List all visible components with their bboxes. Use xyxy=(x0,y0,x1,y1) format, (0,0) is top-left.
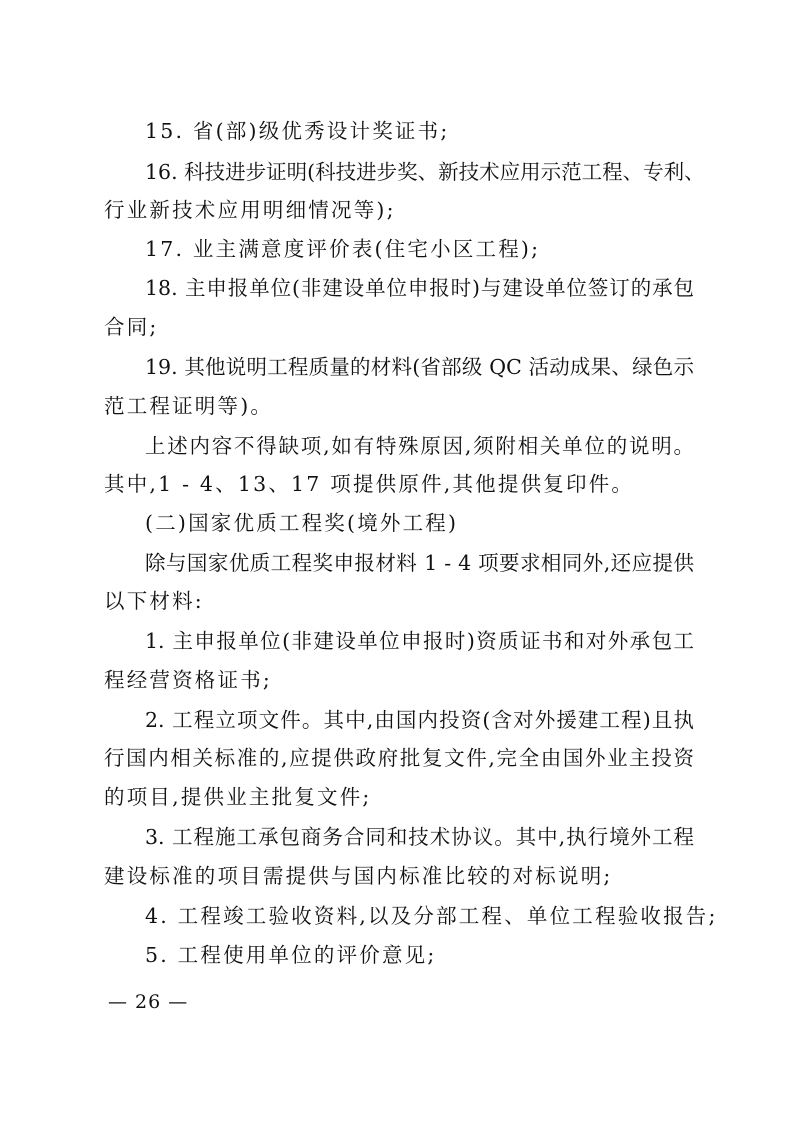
item-17: 17. 业主满意度评价表(住宅小区工程); xyxy=(145,237,541,261)
sub-item-3-line-2: 建设标准的项目需提供与国内标准比较的对标说明; xyxy=(104,864,613,888)
page-number: — 26 — xyxy=(108,991,189,1013)
sub-item-4: 4. 工程竣工验收资料,以及分部工程、单位工程验收报告; xyxy=(145,904,718,928)
item-18-line-1: 18. 主申报单位(非建设单位申报时)与建设单位签订的承包 xyxy=(145,276,694,300)
item-18-line-2: 合同; xyxy=(104,315,159,339)
section-intro-line-1: 除与国家优质工程奖申报材料 1 - 4 项要求相同外,还应提供 xyxy=(145,551,694,575)
item-16-line-1: 16. 科技进步证明(科技进步奖、新技术应用示范工程、专利、 xyxy=(145,160,705,184)
sub-item-2-line-2: 行国内相关标准的,应提供政府批复文件,完全由国外业主投资 xyxy=(104,746,694,770)
sub-item-1-line-2: 程经营资格证书; xyxy=(104,668,273,692)
note-line-1: 上述内容不得缺项,如有特殊原因,须附相关单位的说明。 xyxy=(145,434,694,458)
section-intro-line-2: 以下材料: xyxy=(104,589,204,613)
sub-item-5: 5. 工程使用单位的评价意见; xyxy=(145,943,437,967)
sub-item-2-line-1: 2. 工程立项文件。其中,由国内投资(含对外援建工程)且执 xyxy=(145,708,694,732)
sub-item-3-line-1: 3. 工程施工承包商务合同和技术协议。其中,执行境外工程 xyxy=(145,825,694,849)
note-line-2: 其中,1 - 4、13、17 项提供原件,其他提供复印件。 xyxy=(104,472,635,496)
item-19-line-1: 19. 其他说明工程质量的材料(省部级 QC 活动成果、绿色示 xyxy=(145,355,694,379)
item-15: 15. 省(部)级优秀设计奖证书; xyxy=(145,119,450,143)
sub-item-1-line-1: 1. 主申报单位(非建设单位申报时)资质证书和对外承包工 xyxy=(145,629,694,653)
section-heading: (二)国家优质工程奖(境外工程) xyxy=(145,511,459,535)
item-16-line-2: 行业新技术应用明细情况等); xyxy=(104,198,396,222)
item-19-line-2: 范工程证明等)。 xyxy=(104,394,274,418)
sub-item-2-line-3: 的项目,提供业主批复文件; xyxy=(104,785,372,809)
